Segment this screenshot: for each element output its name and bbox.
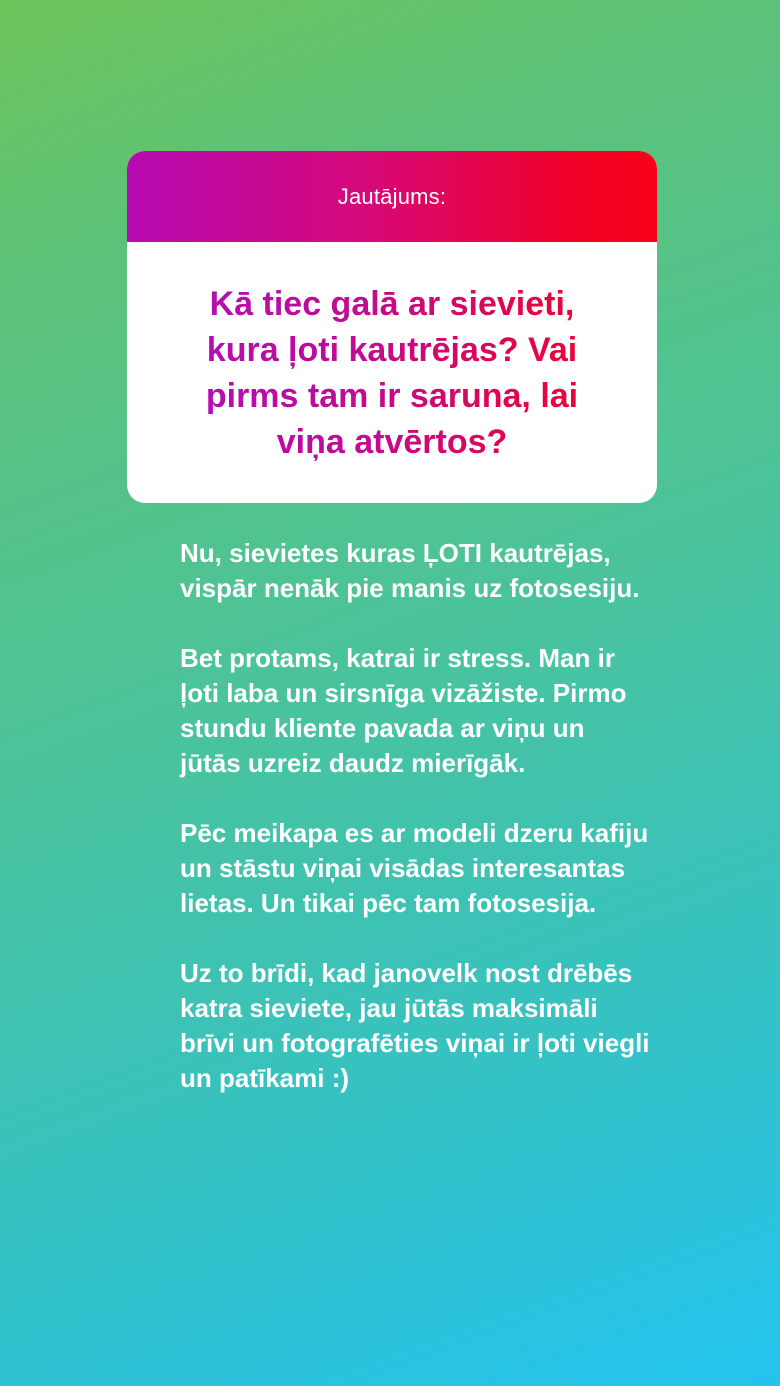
answer-text-block xyxy=(180,536,650,1131)
answer-paragraph: Nu, sievietes kuras ĻOTI kautrējas, vispār nenāk pie manis uz fotosesiju. xyxy=(180,538,640,603)
answer-paragraph: Uz to brīdi, kad janovelk nost drēbēs katra sieviete, jau jūtās maksimāli brīvi un fotografēties viņai ir ļoti viegli un patīkami :) xyxy=(180,958,650,1093)
answer-paragraph: Bet protams, katrai ir stress. Man ir ļoti laba un sirsnīga vizāžiste. Pirmo stundu kliente pavada ar viņu un jūtās uzreiz daudz mierīgāk. xyxy=(180,643,627,778)
question-sticker-body xyxy=(127,242,657,503)
question-sticker-header xyxy=(127,151,657,242)
answer-paragraph: Pēc meikapa es ar modeli dzeru kafiju un stāstu viņai visādas interesantas lietas. Un tikai pēc tam fotosesija. xyxy=(180,818,649,918)
question-text: Kā tiec galā ar sievieti, kura ļoti kautrējas? Vai pirms tam ir saruna, lai viņa atvērtos? xyxy=(182,281,602,465)
question-sticker-card xyxy=(127,151,657,503)
question-sticker-label: Jautājums: xyxy=(337,183,447,209)
